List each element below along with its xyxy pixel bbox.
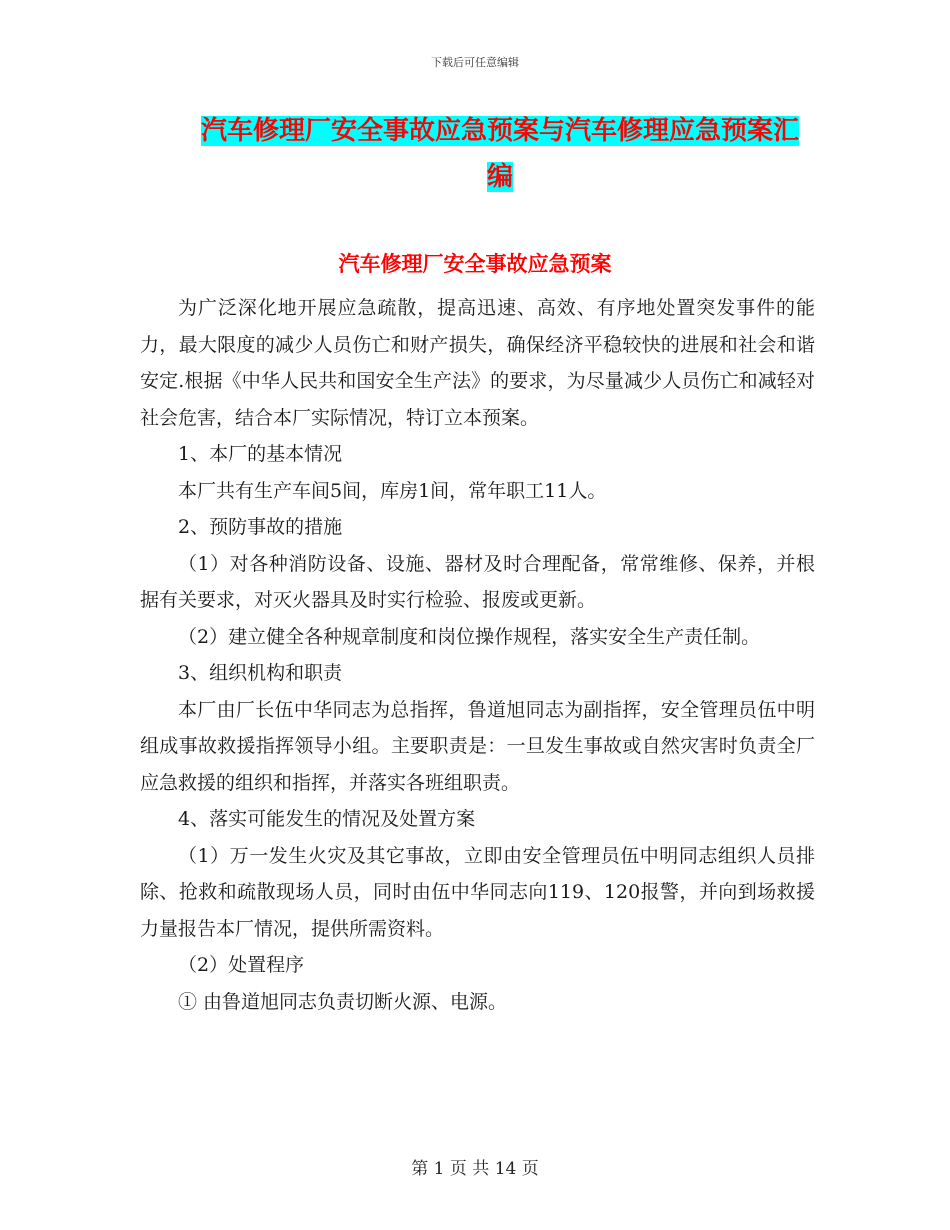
paragraph-prevention-2: （2）建立健全各种规章制度和岗位操作规程，落实安全生产责任制。 bbox=[178, 625, 761, 648]
heading-basic-info: 1、本厂的基本情况 bbox=[178, 443, 343, 465]
document-body bbox=[140, 290, 815, 1020]
paragraph-response-1: （1）万一发生火灾及其它事故，立即由安全管理员伍中明同志组织人员排除、抢救和疏散现场人员，同时由伍中华同志向119、120报警，并向到场救援力量报告本厂情况，提供所需资料。 bbox=[140, 844, 815, 940]
heading-organization: 3、组织机构和职责 bbox=[178, 662, 343, 684]
document-title bbox=[190, 108, 810, 200]
heading-response-plan: 4、落实可能发生的情况及处置方案 bbox=[178, 808, 476, 830]
section-title: 汽车修理厂安全事故应急预案 bbox=[338, 252, 612, 276]
paragraph-basic-info: 本厂共有生产车间5间，库房1间，常年职工11人。 bbox=[178, 479, 607, 502]
paragraph-intro: 为广泛深化地开展应急疏散，提高迅速、高效、有序地处置突发事件的能力，最大限度的减少人员伤亡和财产损失，确保经济平稳较快的进展和社会和谐安定.根据《中华人民共和国安全生产法》的要求，为尽量减少人员伤亡和减轻对社会危害，结合本厂实际情况，特订立本预案。 bbox=[140, 297, 815, 429]
paragraph-prevention-1: （1）对各种消防设备、设施、器材及时合理配备，常常维修、保养，并根据有关要求，对灭火器具及时实行检验、报废或更新。 bbox=[140, 552, 815, 611]
header-note: 下载后可任意编辑 bbox=[431, 56, 519, 69]
heading-prevention: 2、预防事故的措施 bbox=[178, 516, 343, 538]
page-number: 第 1 页 共 14 页 bbox=[411, 1159, 539, 1179]
paragraph-organization: 本厂由厂长伍中华同志为总指挥，鲁道旭同志为副指挥，安全管理员伍中明组成事故救援指挥领导小组。主要职责是：一旦发生事故或自然灾害时负责全厂应急救援的组织和指挥，并落实各班组职责。 bbox=[140, 698, 815, 794]
paragraph-response-step-1: ① 由鲁道旭同志负责切断火源、电源。 bbox=[178, 990, 508, 1013]
paragraph-response-2: （2）处置程序 bbox=[178, 954, 305, 976]
document-title-text: 汽车修理厂安全事故应急预案与汽车修理应急预案汇编 bbox=[200, 116, 799, 192]
